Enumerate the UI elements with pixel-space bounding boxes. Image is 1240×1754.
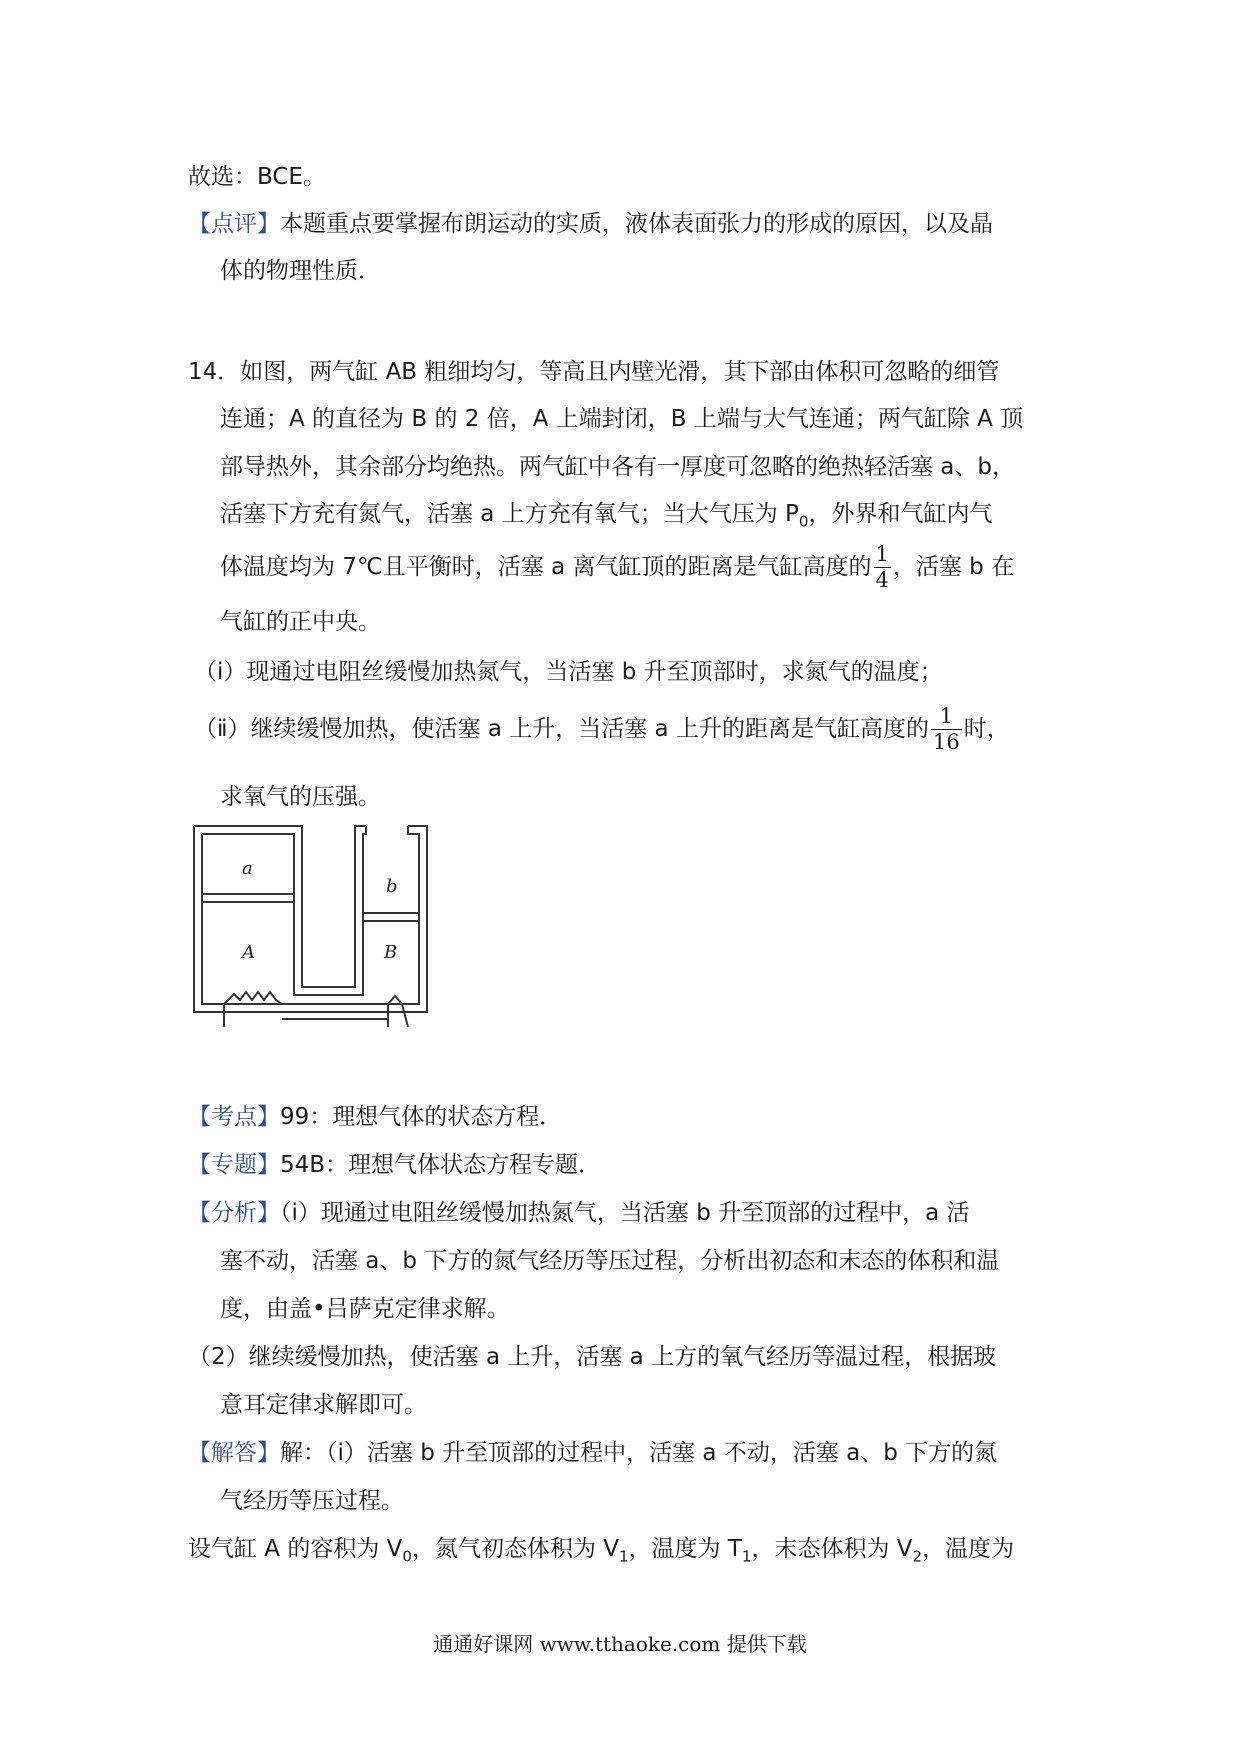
jieda-line-1: 【解答】解：（ⅰ）活塞 b 升至顶部的过程中，活塞 a 不动，活塞 a、b 下方的氮 [188, 1440, 998, 1466]
fenxi-line-4: （2）继续缓慢加热，使活塞 a 上升，活塞 a 上方的氧气经历等温过程，根据玻 [188, 1344, 997, 1370]
zhuanti-line: 【专题】54B：理想气体状态方程专题． [188, 1152, 602, 1178]
fenxi-line-1: 【分析】（ⅰ）现通过电阻丝缓慢加热氮气，当活塞 b 升至顶部的过程中，a 活 [188, 1200, 970, 1226]
jieda-tag: 【解答】 [188, 1440, 280, 1466]
question-line-3: 部导热外，其余部分均绝热。两气缸中各有一厚度可忽略的绝热轻活塞 a、b， [220, 454, 1016, 480]
question-line-1: 14．如图，两气缸 AB 粗细均匀，等高且内壁光滑，其下部由体积可忽略的细管 [188, 359, 1000, 385]
piston-a [202, 894, 294, 902]
label-a: a [242, 858, 253, 879]
question-part-2: （ⅱ）继续缓慢加热，使活塞 a 上升，当活塞 a 上升的距离是气缸高度的 $\frac{1}{16}$ 时， [194, 704, 1010, 754]
jieda-line-2: 气经历等压过程。 [220, 1488, 404, 1514]
label-B: B [384, 942, 398, 963]
inner-wall-a [202, 826, 366, 995]
fenxi-line-5: 意耳定律求解即可。 [220, 1392, 427, 1418]
fraction-one-quarter: $\frac{1}{4}$ [875, 542, 889, 592]
fenxi-line-2: 塞不动，活塞 a、b 下方的氮气经历等压过程，分析出初态和末态的体积和温 [220, 1248, 1000, 1274]
outer-wall [194, 826, 427, 1012]
kaodian-tag: 【考点】 [188, 1104, 280, 1130]
question-part-2-cont: 求氧气的压强。 [220, 784, 381, 810]
question-line-5: 体温度均为 7℃且平衡时，活塞 a 离气缸顶的距离是气缸高度的 $\frac{1}{4}$ ，活塞 b 在 [220, 542, 1015, 592]
heating-wire-left [224, 992, 282, 1027]
inner-wall [202, 826, 419, 1004]
zhuanti-tag: 【专题】 [188, 1152, 280, 1178]
fraction-one-sixteenth: $\frac{1}{16}$ [932, 704, 960, 754]
answer-line: 故选：BCE。 [188, 164, 326, 190]
label-A: A [242, 942, 255, 963]
kaodian-line: 【考点】99：理想气体的状态方程． [188, 1104, 563, 1130]
question-line-4: 活塞下方充有氮气，活塞 a 上方充有氧气；当大气压为 $P_0$，外界和气缸内气 [220, 501, 993, 531]
question-part-1: （ⅰ）现通过电阻丝缓慢加热氮气，当活塞 b 升至顶部时，求氮气的温度； [194, 659, 943, 685]
comment-line-2: 体的物理性质． [220, 258, 381, 284]
comment-tag: 【点评】 [188, 211, 280, 237]
fenxi-line-3: 度，由盖•吕萨克定律求解。 [220, 1296, 510, 1322]
cylinder-a-right-outer [194, 826, 366, 987]
fenxi-tag: 【分析】 [188, 1200, 280, 1226]
comment-line-1: 【点评】本题重点要掌握布朗运动的实质，液体表面张力的形成的原因，以及晶 [188, 211, 993, 237]
piston-b [363, 913, 419, 921]
page-footer: 通通好课网 www.tthaoke.com 提供下载 [433, 1632, 807, 1656]
cylinder-diagram [190, 824, 430, 1044]
label-b: b [386, 876, 398, 897]
question-line-6: 气缸的正中央。 [220, 609, 381, 635]
solution-last-line: 设气缸 A 的容积为 $V_0$，氮气初态体积为 $V_1$，温度为 $T_1$，末态体积为 $V_2$，温度为 [188, 1536, 1015, 1566]
question-line-2: 连通；A 的直径为 B 的 2 倍，A 上端封闭，B 上端与大气连通；两气缸除 A 顶 [220, 406, 1024, 432]
